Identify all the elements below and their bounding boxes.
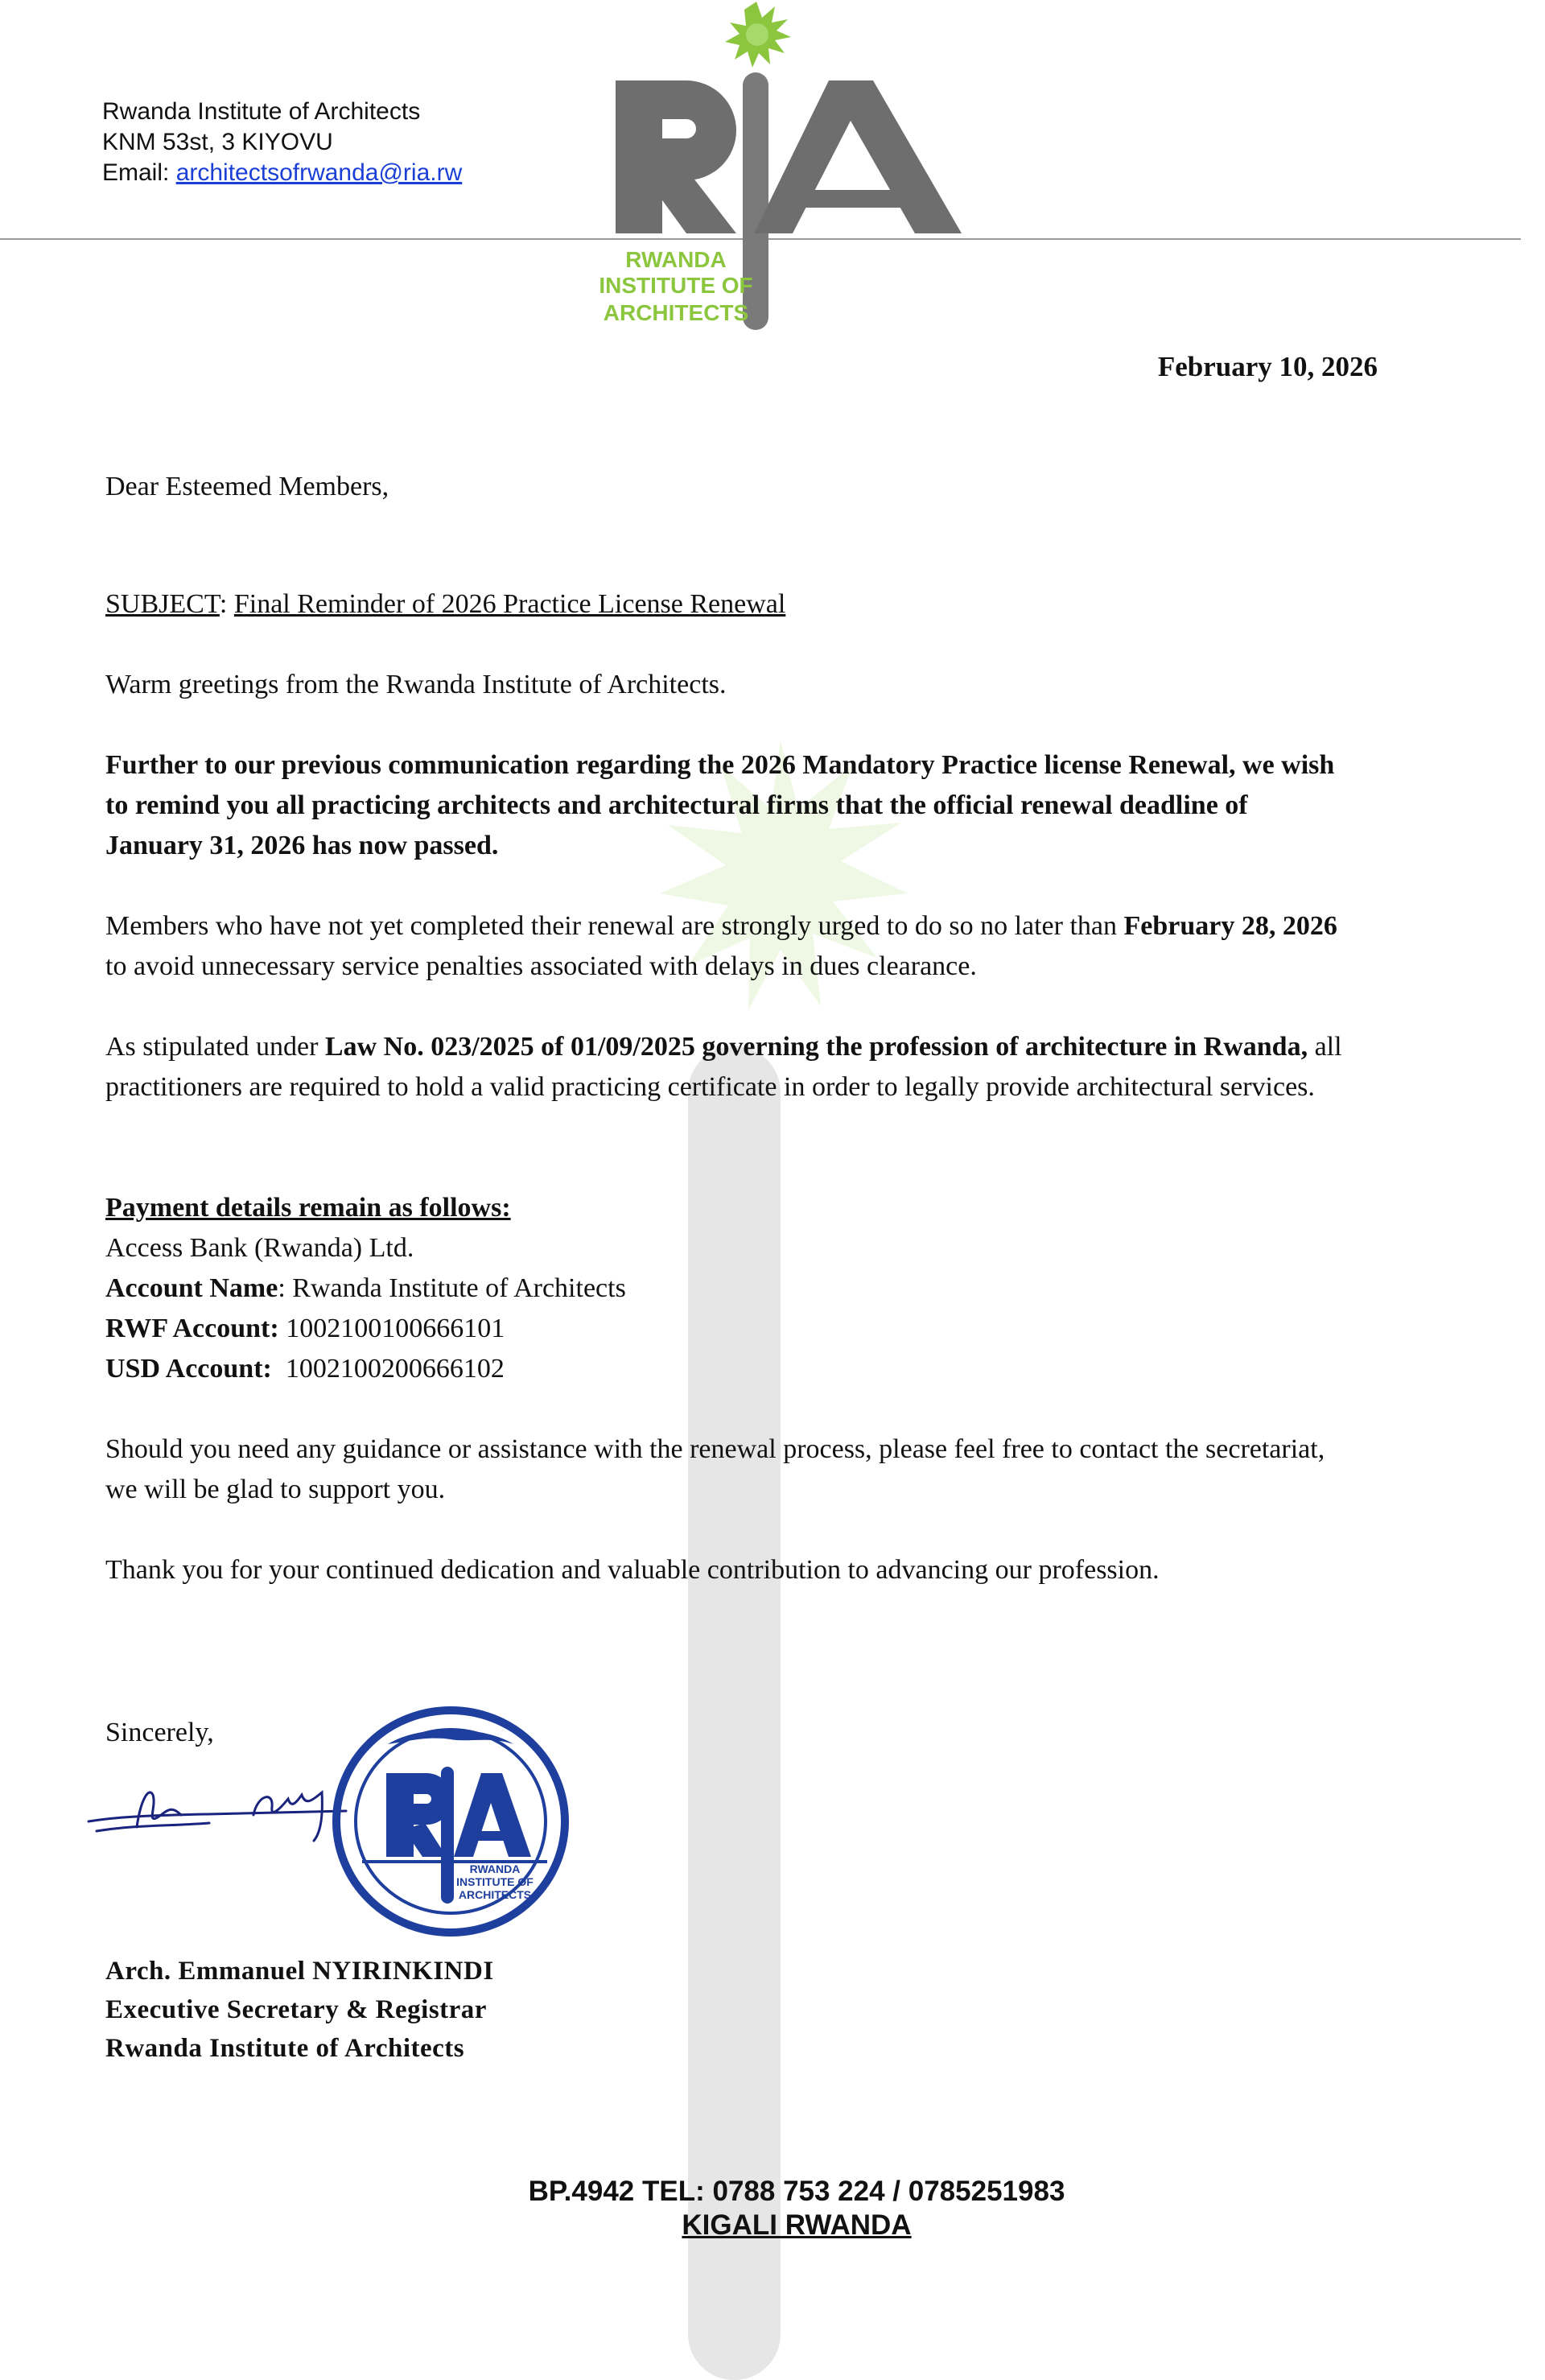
deadline-line-2: to avoid unnecessary service penalties associated with delays in dues clearance. (105, 951, 977, 981)
email-label: Email: (102, 159, 176, 186)
usd-account-label: USD Account: (105, 1354, 272, 1384)
salutation: Dear Esteemed Members, (105, 472, 389, 501)
letter-date: February 10, 2026 (1157, 351, 1378, 382)
letter-body (105, 467, 1473, 1590)
support-line-2: we will be glad to support you. (105, 1475, 446, 1504)
stamp-subtitle-2: INSTITUTE OF (456, 1875, 534, 1888)
signer-org: Rwanda Institute of Architects (105, 2034, 465, 2063)
subject-colon: : (219, 589, 234, 619)
ria-logo (583, 0, 994, 338)
deadline-line-1: Members who have not yet completed their renewal are strongly urged to do so no later than (105, 911, 1124, 941)
payment-details (105, 1188, 1473, 1389)
thanks-paragraph: Thank you for your continued dedication and valuable contribution to advancing our profession. (105, 1555, 1160, 1585)
letter-footer (0, 2175, 1545, 2242)
stamp-subtitle-1: RWANDA (469, 1862, 521, 1875)
law-line-2: practitioners are required to hold a valid practicing certificate in order to legally provide architectural services. (105, 1072, 1315, 1102)
support-line-1: Should you need any guidance or assistance with the renewal process, please feel free to contact the secretariat, (105, 1434, 1325, 1464)
logo-star-icon (725, 2, 791, 68)
signer-title: Executive Secretary & Registrar (105, 1995, 487, 2024)
law-reference: Law No. 023/2025 of 01/09/2025 governing the profession of architecture in Rwanda, (324, 1032, 1308, 1062)
stamp-subtitle-3: ARCHITECTS (458, 1888, 532, 1901)
law-intro: As stipulated under (105, 1032, 325, 1062)
payment-heading: Payment details remain as follows: (105, 1193, 511, 1223)
org-name: Rwanda Institute of Architects (102, 98, 421, 125)
org-email-line (102, 158, 462, 188)
account-name-label: Account Name (105, 1273, 278, 1303)
deadline-paragraph (105, 906, 1473, 987)
subject-line (105, 584, 1473, 625)
logo-subtitle-3: ARCHITECTS (603, 300, 749, 325)
handwritten-signature (80, 1751, 354, 1847)
letterhead-address (102, 97, 462, 188)
subject-title: Final Reminder of 2026 Practice License Renewal (233, 589, 786, 619)
footer-city: KIGALI RWANDA (682, 2209, 912, 2241)
deadline-date: February 28, 2026 (1123, 911, 1337, 941)
reminder-paragraph (105, 745, 1473, 866)
law-end: all (1308, 1032, 1342, 1062)
footer-contact: BP.4942 TEL: 0788 753 224 / 0785251983 (528, 2176, 1065, 2207)
org-address: KNM 53st, 3 KIYOVU (102, 129, 333, 155)
ria-stamp (330, 1702, 571, 1940)
closing-text: Sincerely, (105, 1718, 214, 1747)
usd-account-value: 1002100200666102 (271, 1354, 505, 1384)
signer-name: Arch. Emmanuel NYIRINKINDI (105, 1957, 494, 1986)
logo-subtitle-1: RWANDA (625, 247, 727, 272)
rwf-account-label: RWF Account: (105, 1314, 279, 1343)
greeting: Warm greetings from the Rwanda Institute of Architects. (105, 670, 727, 699)
reminder-line-1: Further to our previous communication regarding the 2026 Mandatory Practice license Renewal, we wish (105, 750, 1335, 780)
reminder-line-2: to remind you all practicing architects and architectural firms that the official renewal deadline of (105, 790, 1248, 820)
subject-label: SUBJECT (105, 589, 220, 619)
payment-bank: Access Bank (Rwanda) Ltd. (105, 1233, 414, 1263)
signatory (105, 1952, 494, 2068)
reminder-line-3: January 31, 2026 has now passed. (105, 831, 499, 860)
email-link[interactable]: architectsofrwanda@ria.rw (175, 159, 463, 186)
rwf-account-value: 1002100100666101 (278, 1314, 505, 1343)
logo-subtitle-2: INSTITUTE OF (599, 273, 753, 298)
account-name-value: : Rwanda Institute of Architects (278, 1273, 626, 1303)
law-paragraph (105, 1027, 1473, 1108)
support-paragraph (105, 1429, 1473, 1510)
